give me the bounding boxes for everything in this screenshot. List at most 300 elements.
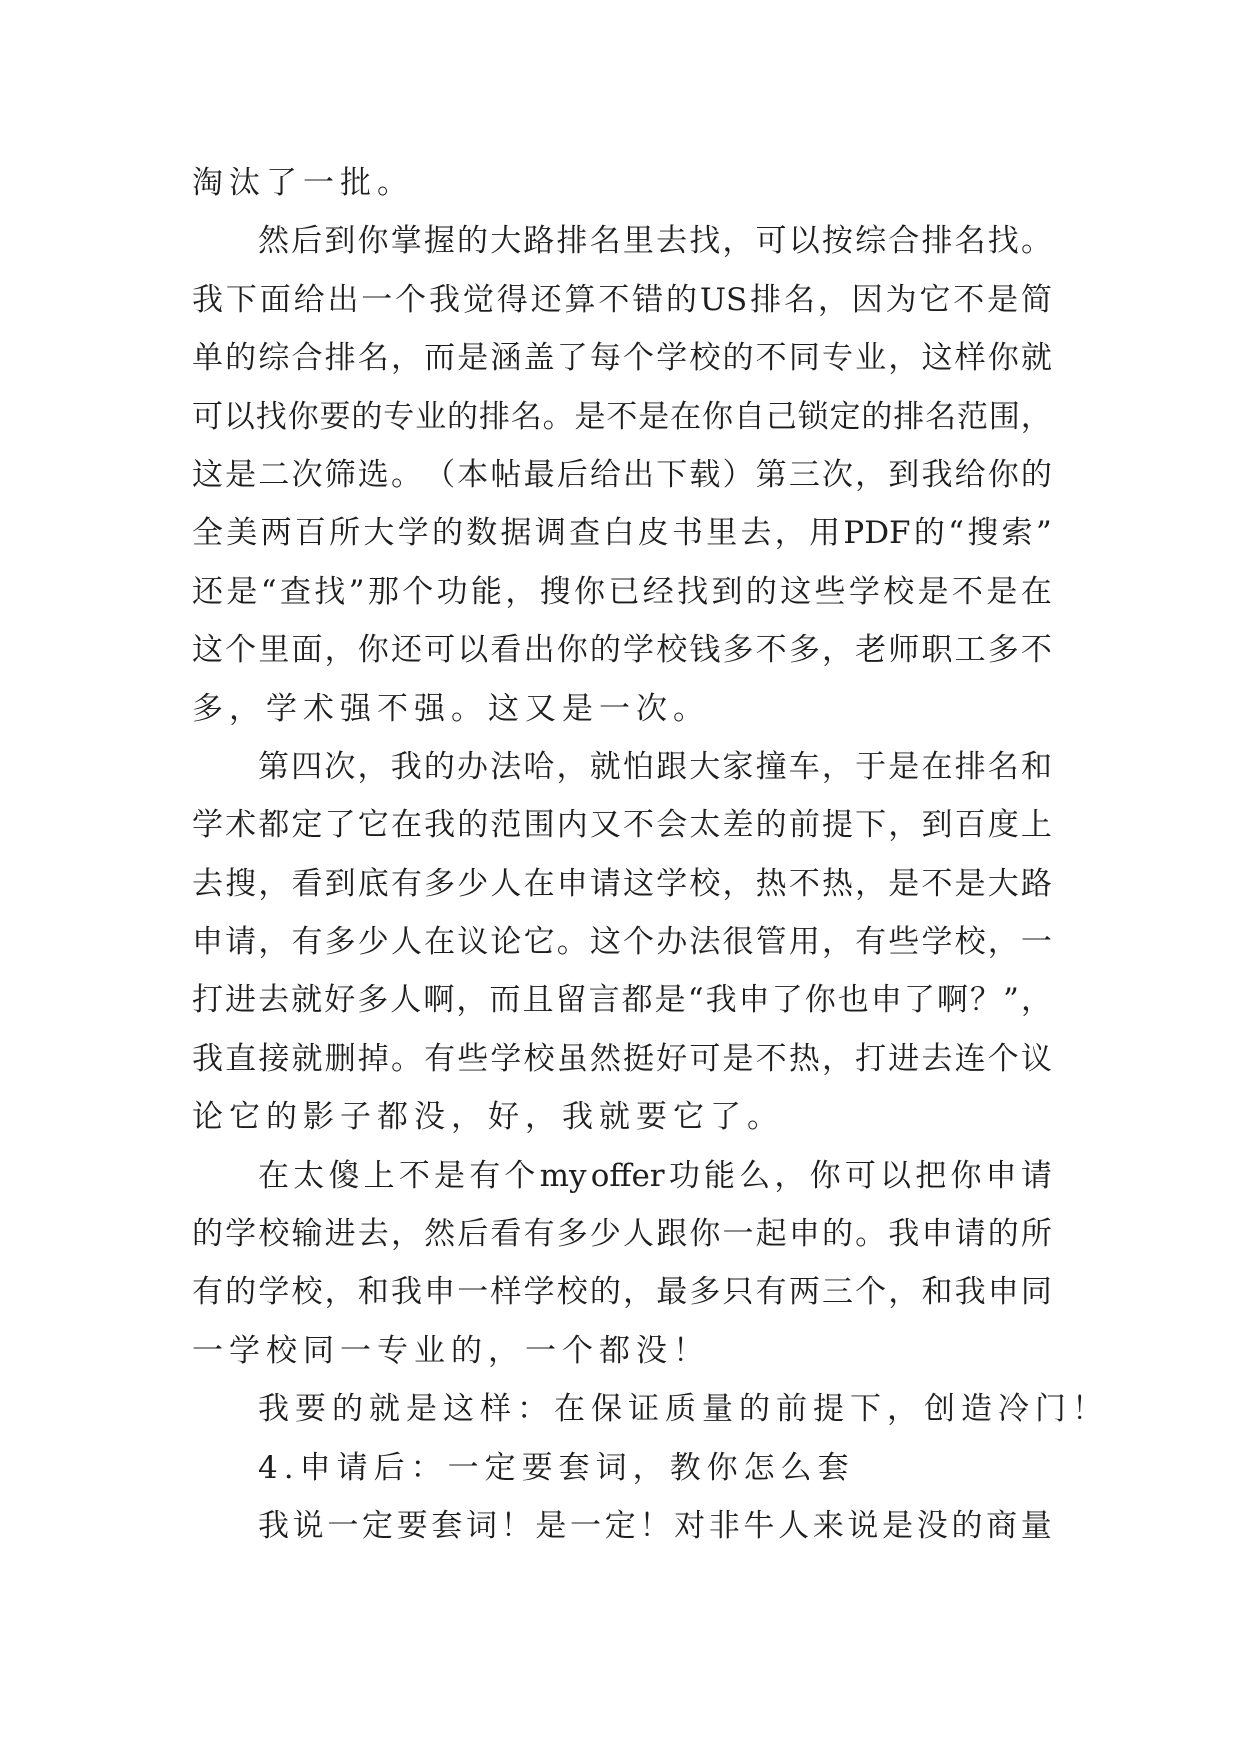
text-glyph: 按 <box>821 223 853 260</box>
text-glyph: 虽 <box>556 1040 588 1077</box>
text-glyph: 。 <box>390 1040 422 1077</box>
text-glyph: 了 <box>324 807 356 844</box>
text-glyph: 我 <box>390 748 422 785</box>
text-glyph: 的 <box>1020 456 1052 493</box>
text-glyph: 于 <box>855 748 887 785</box>
text-glyph: 你 <box>357 632 389 669</box>
text-glyph: 跟 <box>656 1216 688 1253</box>
text-glyph: 对 <box>674 1507 706 1544</box>
text-glyph: 提 <box>821 807 853 844</box>
text-glyph: 撞 <box>755 748 787 785</box>
text-glyph: 是 <box>638 398 670 435</box>
text-glyph: 请 <box>1020 1157 1052 1194</box>
text-glyph: 的 <box>351 398 383 435</box>
text-glyph: 筛 <box>324 456 356 493</box>
text-glyph: 可 <box>192 398 223 435</box>
paragraph-line <box>192 738 1052 796</box>
text-glyph: 所 <box>329 515 361 552</box>
text-glyph: 到 <box>921 807 953 844</box>
text-glyph: ， <box>855 865 887 902</box>
text-glyph: 校 <box>523 1040 555 1077</box>
text-glyph: 去 <box>258 982 290 1019</box>
text-glyph: 我 <box>705 982 737 1019</box>
paragraph-line <box>192 1205 1052 1263</box>
text-glyph: 搜 <box>539 573 571 610</box>
text-glyph: 我 <box>954 1274 986 1311</box>
text-glyph: 个 <box>987 1040 1019 1077</box>
text-glyph: 算 <box>564 281 596 318</box>
text-glyph: 言 <box>588 982 620 1019</box>
text-glyph: 校 <box>258 1216 290 1253</box>
text-glyph: ， <box>1020 398 1052 435</box>
text-glyph: 有 <box>855 924 887 961</box>
text-glyph: 的 <box>457 223 489 260</box>
text-glyph: 管 <box>755 924 787 961</box>
text-glyph: 下 <box>656 456 688 493</box>
text-glyph: 是 <box>535 1507 567 1544</box>
text-glyph: 去 <box>740 515 772 552</box>
text-glyph: 排 <box>921 223 953 260</box>
text-glyph: 后 <box>556 456 588 493</box>
text-glyph: 的 <box>745 573 777 610</box>
text-glyph: 我 <box>424 807 456 844</box>
text-glyph: 多 <box>722 632 754 669</box>
text-glyph: 在 <box>921 748 953 785</box>
text-glyph: 围 <box>988 398 1020 435</box>
text-glyph: 了 <box>903 982 935 1019</box>
text-glyph: 下 <box>855 807 887 844</box>
paragraph-line <box>192 1030 1052 1088</box>
text-glyph: 大 <box>689 748 721 785</box>
text-glyph: 以 <box>457 632 489 669</box>
text-glyph: 握 <box>423 223 455 260</box>
text-glyph: 是 <box>888 865 920 902</box>
text-glyph: 了 <box>771 982 803 1019</box>
text-glyph: “ <box>948 515 964 552</box>
paragraph-line: 一学校同一专业的，一个都没！ <box>192 1332 710 1369</box>
text-glyph: 申 <box>424 1274 456 1311</box>
text-glyph: 三 <box>788 456 820 493</box>
text-glyph: 在 <box>258 1157 289 1194</box>
text-glyph: 掌 <box>390 223 422 260</box>
text-glyph: 么 <box>739 1157 771 1194</box>
paragraph-line <box>192 504 1052 562</box>
text-glyph: 全 <box>192 515 223 552</box>
text-glyph: 学 <box>656 865 688 902</box>
text-glyph: 这 <box>780 573 812 610</box>
text-glyph: 你 <box>689 1216 721 1253</box>
text-glyph: 是 <box>987 281 1019 318</box>
text-glyph: 申 <box>985 1157 1017 1194</box>
text-glyph: 进 <box>225 982 257 1019</box>
text-glyph: 。 <box>556 924 588 961</box>
text-glyph: 去 <box>192 865 223 902</box>
text-glyph: 校 <box>656 632 688 669</box>
text-glyph: 少 <box>457 865 489 902</box>
text-glyph: 哈 <box>523 748 555 785</box>
text-glyph: ， <box>258 865 290 902</box>
text-glyph: 不 <box>951 573 983 610</box>
text-glyph: 是 <box>225 456 257 493</box>
text-glyph: 百 <box>294 515 326 552</box>
text-glyph: 涵 <box>490 340 522 377</box>
text-glyph: 的 <box>666 281 698 318</box>
text-glyph: 能 <box>470 573 502 610</box>
text-glyph: 校 <box>556 1274 588 1311</box>
text-glyph: 排 <box>893 398 925 435</box>
text-glyph: 名 <box>925 398 957 435</box>
text-glyph: 车 <box>788 748 820 785</box>
text-glyph: ， <box>556 748 588 785</box>
text-glyph: 请 <box>589 865 621 902</box>
text-glyph: 在 <box>390 807 422 844</box>
text-glyph: 会 <box>656 807 688 844</box>
text-glyph: 功 <box>668 1157 700 1194</box>
text-glyph: 是 <box>882 1507 914 1544</box>
text-glyph: 热 <box>821 865 853 902</box>
text-glyph: 给 <box>954 456 986 493</box>
paragraph-line <box>192 1263 1052 1321</box>
text-glyph: 次 <box>291 456 323 493</box>
paragraph-line <box>192 212 1052 270</box>
text-glyph: 专 <box>821 340 853 377</box>
text-glyph: 有 <box>755 1274 787 1311</box>
text-glyph: 要 <box>396 1507 428 1544</box>
text-glyph: 太 <box>689 807 721 844</box>
text-glyph: 多 <box>324 924 356 961</box>
text-glyph: 找 <box>255 398 287 435</box>
text-glyph: 有 <box>523 1216 555 1253</box>
text-glyph: 你 <box>950 1157 982 1194</box>
text-glyph: 前 <box>788 807 820 844</box>
text-glyph: 后 <box>457 1216 489 1253</box>
text-glyph: PDF <box>843 515 911 552</box>
text-glyph: 论 <box>490 924 522 961</box>
text-glyph: 的 <box>987 1216 1019 1253</box>
text-glyph: 一 <box>327 1507 359 1544</box>
text-glyph: 出 <box>523 632 555 669</box>
text-glyph: 。 <box>390 456 422 493</box>
text-glyph: 啊 <box>423 982 455 1019</box>
text-glyph: 删 <box>324 1040 356 1077</box>
text-glyph: 搜 <box>225 865 257 902</box>
text-glyph: 你 <box>702 398 733 435</box>
text-glyph: 差 <box>722 807 754 844</box>
text-glyph: 可 <box>689 1040 721 1077</box>
text-glyph: 法 <box>689 924 721 961</box>
text-glyph: 不 <box>623 807 655 844</box>
text-glyph: my <box>539 1157 587 1194</box>
text-glyph: 上 <box>1020 807 1052 844</box>
text-glyph: 些 <box>814 573 846 610</box>
text-glyph: 多 <box>689 1274 721 1311</box>
text-glyph: ， <box>1020 982 1052 1019</box>
text-glyph: 帖 <box>490 456 522 493</box>
paragraph-line <box>192 621 1052 679</box>
text-glyph: 就 <box>589 748 621 785</box>
text-glyph: 综 <box>855 223 887 260</box>
text-glyph: 每 <box>589 340 621 377</box>
text-glyph: 样 <box>490 1274 522 1311</box>
text-glyph: 打 <box>855 1040 887 1077</box>
text-glyph: 找 <box>677 573 709 610</box>
text-glyph: 业 <box>855 340 887 377</box>
text-glyph: 的 <box>447 398 478 435</box>
text-glyph: 美 <box>226 515 258 552</box>
text-glyph: 学 <box>225 1216 257 1253</box>
text-glyph: 这 <box>921 340 953 377</box>
text-glyph: 学 <box>848 573 880 610</box>
paragraph-line <box>192 1497 1052 1555</box>
text-glyph: 少 <box>589 1216 621 1253</box>
text-glyph: 把 <box>915 1157 947 1194</box>
text-glyph: 一 <box>722 1216 754 1253</box>
text-glyph: 所 <box>1020 1216 1052 1253</box>
text-glyph: 进 <box>324 1216 356 1253</box>
text-glyph: 三 <box>821 1274 853 1311</box>
text-glyph: 不 <box>921 865 953 902</box>
text-glyph: 直 <box>225 1040 257 1077</box>
text-glyph: 到 <box>324 865 356 902</box>
paragraph-line <box>192 1147 1052 1205</box>
text-glyph: 一 <box>570 1507 602 1544</box>
text-glyph: 下 <box>225 281 257 318</box>
text-glyph: 两 <box>260 515 292 552</box>
paragraph-line <box>192 388 1052 446</box>
text-glyph: 一 <box>457 1274 489 1311</box>
text-glyph: 大 <box>363 515 395 552</box>
text-glyph: 工 <box>954 632 986 669</box>
text-glyph: ， <box>821 924 853 961</box>
text-glyph: 个 <box>395 281 427 318</box>
text-glyph: ， <box>258 924 290 961</box>
text-glyph: 合 <box>291 340 323 377</box>
text-glyph: 已 <box>608 573 640 610</box>
text-glyph: 在 <box>1020 573 1052 610</box>
text-glyph: 校 <box>291 1274 323 1311</box>
text-glyph: 大 <box>490 223 522 260</box>
text-glyph: 人 <box>490 865 522 902</box>
text-glyph: 校 <box>883 573 915 610</box>
text-glyph: 申 <box>921 1216 953 1253</box>
text-glyph: 来 <box>812 1507 844 1544</box>
text-glyph: 挺 <box>623 1040 655 1077</box>
text-glyph: 怕 <box>622 748 654 785</box>
text-glyph: ” <box>1035 515 1052 552</box>
text-glyph: 底 <box>357 865 389 902</box>
text-glyph: 你 <box>987 340 1019 377</box>
text-glyph: 说 <box>847 1507 879 1544</box>
text-glyph: 二 <box>258 456 290 493</box>
text-glyph: ， <box>821 1040 853 1077</box>
text-glyph: 得 <box>496 281 528 318</box>
text-glyph: 我 <box>390 1274 422 1311</box>
text-glyph: 定 <box>829 398 861 435</box>
text-glyph: 然 <box>424 1216 456 1253</box>
text-glyph: 最 <box>523 456 555 493</box>
text-glyph: 你 <box>556 632 588 669</box>
text-glyph: 多 <box>424 865 456 902</box>
text-glyph: 是 <box>226 573 258 610</box>
text-glyph: 还 <box>390 632 422 669</box>
text-glyph: 那 <box>367 573 399 610</box>
text-glyph: 。 <box>1020 223 1052 260</box>
text-glyph: 我 <box>888 1216 920 1253</box>
text-glyph: 都 <box>621 982 653 1019</box>
text-glyph: 盖 <box>523 340 555 377</box>
text-glyph: 的 <box>423 748 455 785</box>
paragraph-line: 我要的就是这样：在保证质量的前提下，创造冷门！ <box>258 1391 1109 1428</box>
text-glyph: 面 <box>291 632 323 669</box>
text-glyph: 名 <box>954 223 986 260</box>
text-glyph: 只 <box>722 1274 754 1311</box>
text-glyph: 因 <box>851 281 883 318</box>
text-glyph: 不 <box>1020 632 1052 669</box>
text-glyph: 学 <box>623 632 655 669</box>
text-glyph: ！ <box>500 1507 532 1544</box>
text-glyph: 我 <box>429 281 461 318</box>
paragraph-line: 淘汰了一批。 <box>192 165 414 201</box>
text-glyph: 的 <box>821 1216 853 1253</box>
text-glyph: 办 <box>656 924 688 961</box>
paragraph-line <box>192 329 1052 387</box>
text-glyph: 的 <box>861 398 893 435</box>
text-glyph: 就 <box>291 1040 323 1077</box>
text-glyph: 议 <box>457 924 489 961</box>
text-glyph: 跟 <box>656 748 688 785</box>
text-glyph: 自 <box>733 398 765 435</box>
text-glyph: 说 <box>292 1507 324 1544</box>
body-text <box>192 154 1109 1555</box>
text-glyph: 业 <box>415 398 447 435</box>
text-glyph: 人 <box>390 924 422 961</box>
text-glyph: 搜 <box>967 515 999 552</box>
text-glyph: 的 <box>431 515 463 552</box>
text-glyph: 可 <box>755 223 787 260</box>
text-glyph: 的 <box>457 807 489 844</box>
text-glyph: 最 <box>656 1274 688 1311</box>
text-glyph: 名 <box>357 340 389 377</box>
text-glyph: ， <box>390 1216 422 1253</box>
text-glyph: 你 <box>357 223 389 260</box>
text-glyph: 不 <box>755 632 787 669</box>
text-glyph: ， <box>357 748 389 785</box>
text-glyph: 定 <box>291 807 323 844</box>
text-glyph: 范 <box>957 398 988 435</box>
text-glyph: 然 <box>589 1040 621 1077</box>
text-glyph: 申 <box>192 924 223 961</box>
text-glyph: 。 <box>542 398 574 435</box>
text-glyph: 学 <box>523 1274 555 1311</box>
text-glyph: 人 <box>390 982 422 1019</box>
text-glyph: 定 <box>362 1507 394 1544</box>
text-glyph: 个 <box>504 1157 536 1194</box>
text-glyph: 功 <box>436 573 468 610</box>
text-glyph: 校 <box>689 865 721 902</box>
text-glyph: ， <box>324 1274 356 1311</box>
paragraph-line <box>192 446 1052 504</box>
text-glyph: 己 <box>765 398 797 435</box>
text-glyph: 的 <box>589 1274 621 1311</box>
section-heading: 4.申请后：一定要套词，教你怎么套 <box>258 1449 855 1486</box>
text-glyph: 查 <box>569 515 601 552</box>
text-glyph: 就 <box>1020 340 1052 377</box>
text-glyph: 的 <box>225 1274 257 1311</box>
text-glyph: 个 <box>402 573 434 610</box>
text-glyph: ， <box>722 865 754 902</box>
text-glyph: 申 <box>788 1216 820 1253</box>
text-glyph: 议 <box>1020 1040 1052 1077</box>
text-glyph: 到 <box>888 456 920 493</box>
text-glyph: 出 <box>327 281 359 318</box>
text-glyph: 定 <box>604 1507 636 1544</box>
text-glyph: 名 <box>783 281 815 318</box>
text-glyph: 老 <box>855 632 887 669</box>
text-glyph: 个 <box>225 632 257 669</box>
text-glyph: 傻 <box>328 1157 360 1194</box>
text-glyph: 围 <box>523 807 555 844</box>
text-glyph: 度 <box>987 807 1019 844</box>
text-glyph: 不 <box>953 281 985 318</box>
text-glyph: 个 <box>855 1274 887 1311</box>
text-glyph: 以 <box>880 1157 912 1194</box>
text-glyph: 很 <box>722 924 754 961</box>
paragraph-line <box>192 855 1052 913</box>
text-glyph: 校 <box>689 340 721 377</box>
text-glyph: 的 <box>589 632 621 669</box>
text-glyph: 这 <box>623 865 655 902</box>
text-glyph: 而 <box>489 982 521 1019</box>
text-glyph: 到 <box>324 223 356 260</box>
text-glyph: 在 <box>523 865 555 902</box>
text-glyph: ， <box>623 1274 655 1311</box>
text-glyph: 牛 <box>743 1507 775 1544</box>
text-glyph: 留 <box>555 982 587 1019</box>
text-glyph: 不 <box>755 1040 787 1077</box>
text-glyph: 在 <box>670 398 702 435</box>
text-glyph: 以 <box>223 398 255 435</box>
text-glyph: 个 <box>623 924 655 961</box>
text-glyph: 连 <box>954 1040 986 1077</box>
text-glyph: 学 <box>397 515 429 552</box>
text-glyph: 好 <box>324 982 356 1019</box>
text-glyph: 不 <box>788 865 820 902</box>
text-glyph: 学 <box>921 924 953 961</box>
text-glyph: ， <box>888 340 920 377</box>
text-glyph: 排 <box>556 223 588 260</box>
text-glyph: 看 <box>490 632 522 669</box>
text-glyph: 申 <box>738 982 770 1019</box>
text-glyph: 学 <box>192 807 223 844</box>
text-glyph: 一 <box>1020 924 1052 961</box>
text-glyph: 你 <box>987 456 1019 493</box>
text-glyph: 可 <box>844 1157 876 1194</box>
text-glyph: 要 <box>319 398 351 435</box>
text-glyph: 热 <box>788 1040 820 1077</box>
text-glyph: 排 <box>954 748 986 785</box>
paragraph-line <box>192 271 1052 329</box>
text-glyph: 这 <box>192 632 223 669</box>
text-glyph: 能 <box>704 1157 736 1194</box>
text-glyph: 给 <box>293 281 325 318</box>
text-glyph: 申 <box>987 1274 1019 1311</box>
text-glyph: 锁 <box>797 398 829 435</box>
text-glyph: 多 <box>788 632 820 669</box>
text-glyph: 些 <box>457 1040 489 1077</box>
text-glyph: 不 <box>606 398 638 435</box>
text-glyph: 词 <box>466 1507 498 1544</box>
text-glyph: 后 <box>291 223 323 260</box>
